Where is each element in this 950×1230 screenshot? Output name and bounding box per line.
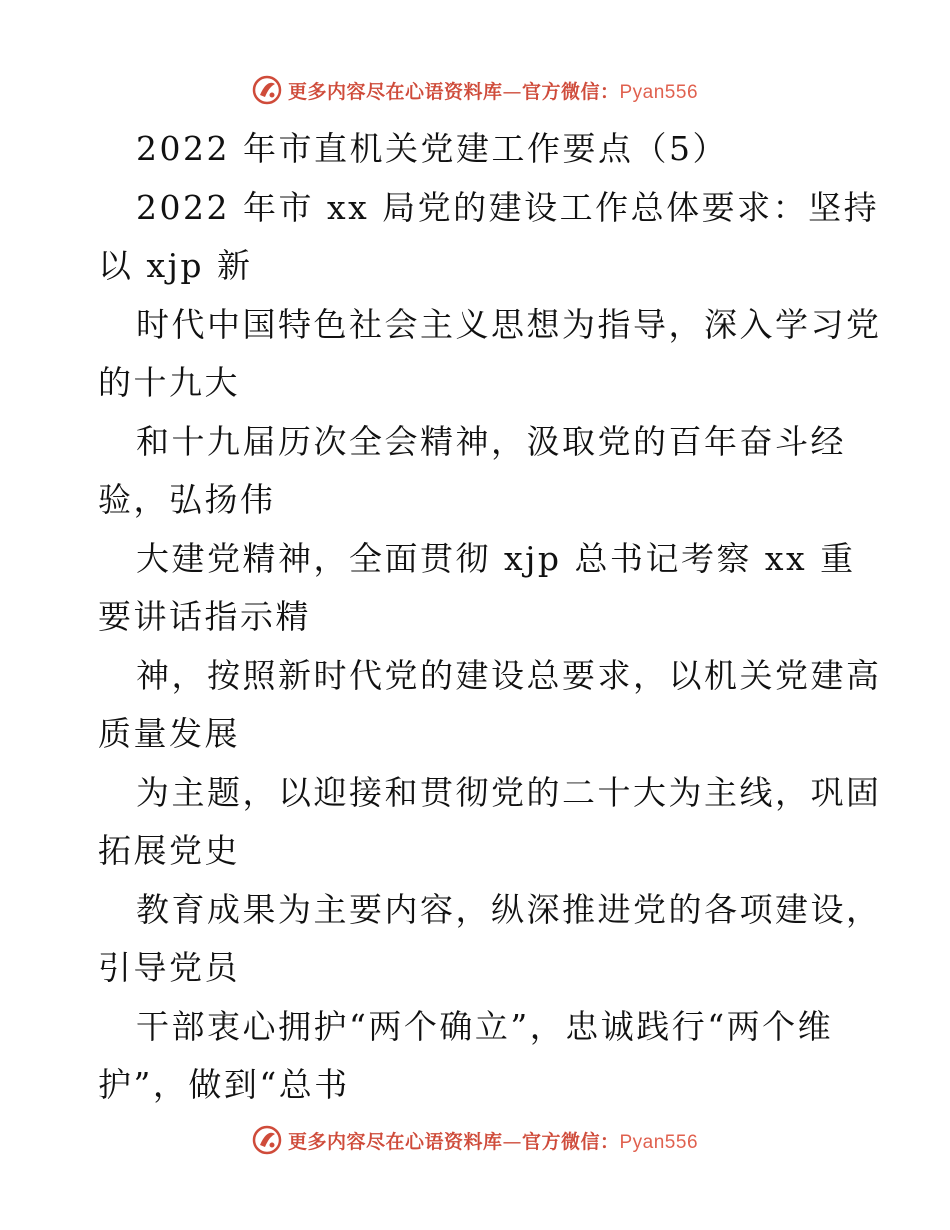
watermark-wechat-id: Pyan556 — [619, 1131, 699, 1153]
watermark-text — [288, 77, 698, 104]
watermark-dash: — — [502, 1130, 522, 1153]
document-text-line: 时代中国特色社会主义思想为指导，深入学习党 — [136, 304, 882, 344]
document-text-line: 以 xjp 新 — [98, 246, 253, 285]
watermark-main: 更多内容尽在心语资料库 — [287, 80, 503, 103]
watermark-logo-icon — [252, 1125, 282, 1155]
document-text-line: 干部衷心拥护“两个确立”，忠诚践行“两个维 — [136, 1006, 834, 1046]
document-text-line: 教育成果为主要内容，纵深推进党的各项建设， — [136, 889, 882, 929]
watermark-text — [288, 1127, 698, 1154]
document-text-line: 和十九届历次全会精神，汲取党的百年奋斗经 — [136, 421, 846, 461]
document-title-line: 2022 年市直机关党建工作要点（5） — [136, 129, 728, 168]
document-text-line: 2022 年市 xx 局党的建设工作总体要求：坚持 — [136, 187, 880, 227]
watermark-main: 更多内容尽在心语资料库 — [287, 1130, 503, 1153]
document-text-line: 验，弘扬伟 — [98, 480, 276, 519]
document-text-line: 拓展党史 — [98, 831, 240, 870]
document-text-line: 要讲话指示精 — [98, 597, 311, 636]
header-watermark — [0, 70, 950, 110]
document-text-line: 为主题，以迎接和贯彻党的二十大为主线，巩固 — [136, 772, 882, 812]
document-body — [98, 120, 882, 1115]
document-text-line: 质量发展 — [98, 714, 240, 753]
document-text-line: 神，按照新时代党的建设总要求，以机关党建高 — [136, 655, 882, 695]
watermark-wechat-id: Pyan556 — [619, 81, 699, 103]
watermark-logo-icon — [252, 75, 282, 105]
document-text-line: 的十九大 — [98, 363, 240, 402]
watermark-wechat-label: 官方微信： — [521, 1130, 620, 1153]
watermark-dash: — — [502, 80, 522, 103]
watermark-wechat-label: 官方微信： — [521, 80, 620, 103]
document-text-line: 大建党精神，全面贯彻 xjp 总书记考察 xx 重 — [136, 538, 856, 578]
document-text-line: 护”，做到“总书 — [98, 1065, 350, 1104]
footer-watermark — [0, 1120, 950, 1160]
document-text-line: 引导党员 — [98, 948, 240, 987]
